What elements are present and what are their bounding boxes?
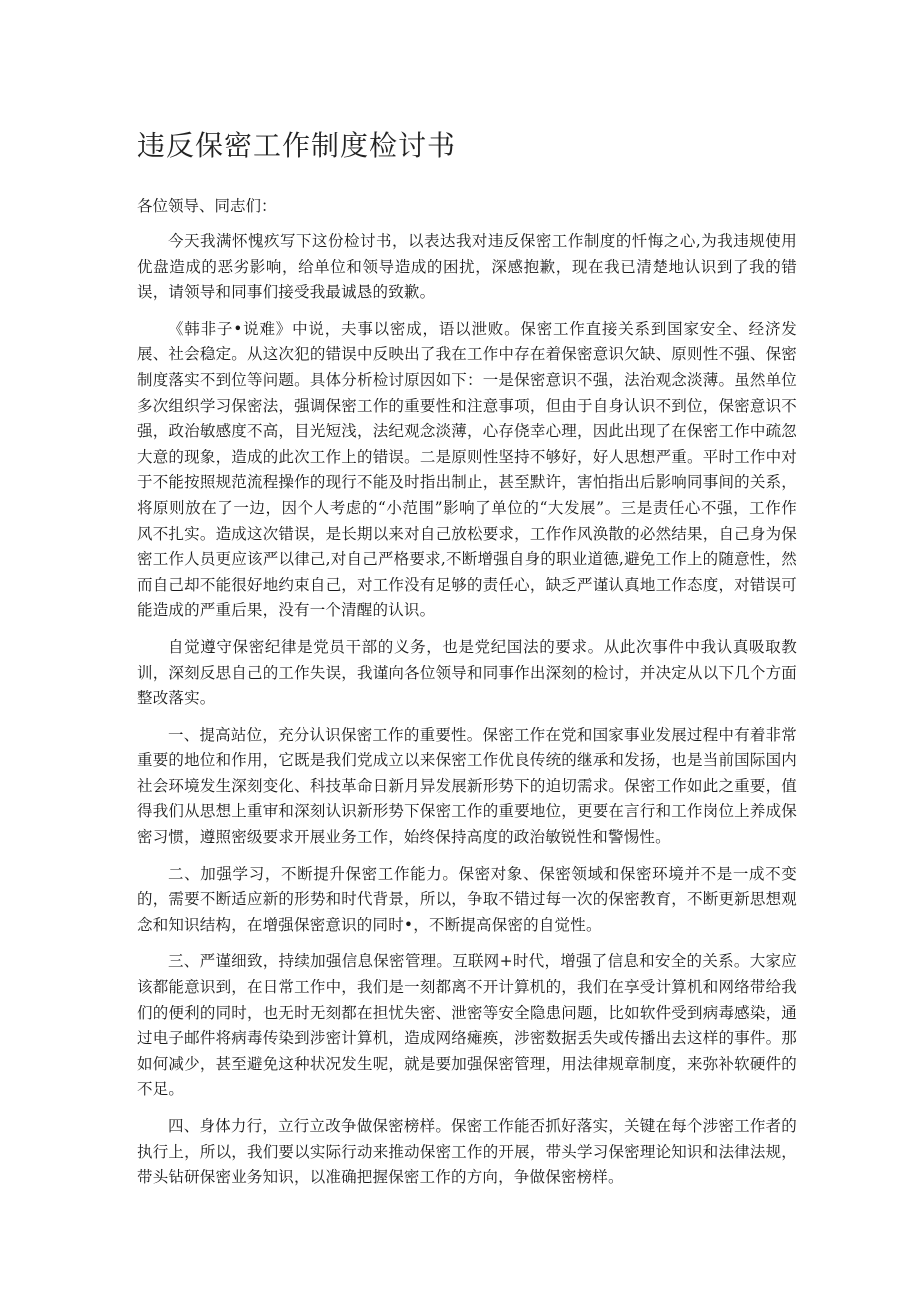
paragraph-point-two: 二、加强学习，不断提升保密工作能力。保密对象、保密领域和保密环境并不是一成不变的，需要不断适应新的形势和时代背景，所以，争取不错过每一次的保密教育，不断更新思想观念和知识结构，在增强保密意识的同时•，不断提高保密的自觉性。 [137,864,797,934]
paragraph-commitment: 自觉遵守保密纪律是党员干部的义务，也是党纪国法的要求。从此次事件中我认真吸取教训，深刻反思自己的工作失误，我谨向各位领导和同事作出深刻的检讨，并决定从以下几个方面整改落实。 [137,637,797,708]
paragraph-point-four: 四、身体力行，立行立改争做保密榜样。保密工作能否抓好落实，关键在每个涉密工作者的执行上，所以，我们要以实际行动来推动保密工作的开展，带头学习保密理论知识和法律法规，带头钻研保密业务知识，以准确把握保密工作的方向，争做保密榜样。 [137,1117,797,1187]
document-title: 违反保密工作制度检讨书 [137,129,457,162]
paragraph-analysis: 《韩非子•说难》中说，夫事以密成，语以泄败。保密工作直接关系到国家安全、经济发展、社会稳定。从这次犯的错误中反映出了我在工作中存在着保密意识欠缺、原则性不强、保密制度落实不到位等问题。具体分析检讨原因如下：一是保密意识不强，法治观念淡薄。虽然单位多次组织学习保密法，强调保密工作的重要性和注意事项，但由于自身认识不到位，保密意识不强，政治敏感度不高，目光短浅，法纪观念淡薄，心存侥幸心理，因此出现了在保密工作中疏忽大意的现象，造成的此次工作上的错误。二是原则性坚持不够好，好人思想严重。平时工作中对于不能按照规范流程操作的现行不能及时指出制止，甚至默许，害怕指出后影响同事间的关系，将原则放在了一边，因个人考虑的“小范围”影响了单位的“大发展”。三是责任心不强，工作作风不扎实。造成这次错误，是长期以来对自己放松要求，工作作风涣散的必然结果，自己身为保密工作人员更应该严以律己,对自己严格要求,不断增强自身的职业道德,避免工作上的随意性，然而自己却不能很好地约束自己，对工作没有足够的责任心，缺乏严谨认真地工作态度，对错误可能造成的严重后果，没有一个清醒的认识。 [137,319,797,620]
paragraph-point-one: 一、提高站位，充分认识保密工作的重要性。保密工作在党和国家事业发展过程中有着非常重要的地位和作用，它既是我们党成立以来保密工作优良传统的继承和发扬，也是当前国际国内社会环境发生深刻变化、科技革命日新月异发展新形势下的迫切需求。保密工作如此之重要，值得我们从思想上重审和深刻认识新形势下保密工作的重要地位，更要在言行和工作岗位上养成保密习惯，遵照密级要求开展业务工作，始终保持高度的政治敏锐性和警惕性。 [137,725,797,847]
paragraph-apology: 今天我满怀愧疚写下这份检讨书，以表达我对违反保密工作制度的忏悔之心,为我违规使用优盘造成的恶劣影响，给单位和领导造成的困扰，深感抱歉，现在我已清楚地认识到了我的错误，请领导和同事们接受我最诚恳的致歉。 [137,232,797,302]
paragraph-point-three: 三、严谨细致，持续加强信息保密管理。互联网+时代，增强了信息和安全的关系。大家应该都能意识到，在日常工作中，我们是一刻都离不开计算机的，我们在享受计算机和网络带给我们的便利的同时，也无时无刻都在担忧失密、泄密等安全隐患问题，比如软件受到病毒感染，通过电子邮件将病毒传染到涉密计算机，造成网络瘫痪，涉密数据丢失或传播出去这样的事件。那如何减少，甚至避免这种状况发生呢，就是要加强保密管理，用法律规章制度，来弥补软硬件的不足。 [137,952,797,1099]
document-page [137,128,797,1202]
salutation: 各位领导、同志们： [137,197,277,215]
